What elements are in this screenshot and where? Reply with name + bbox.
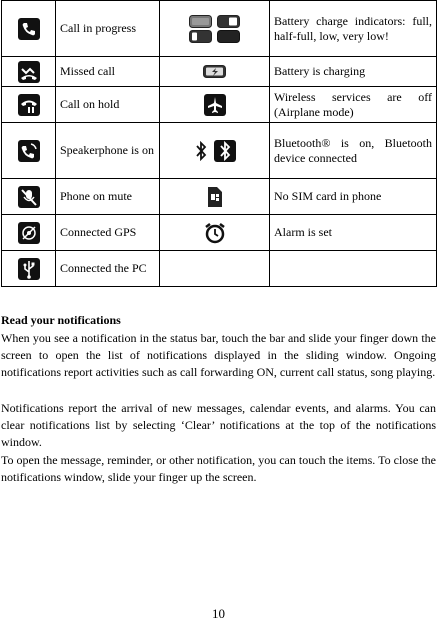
- alarm-clock-icon: [203, 224, 227, 238]
- missed-call-icon: [18, 61, 40, 83]
- battery-charge-indicators-icon: [160, 1, 270, 57]
- table-row: [2, 87, 437, 123]
- page-number: 10: [212, 606, 225, 621]
- status-icons-table: [1, 0, 437, 287]
- empty-icon-cell: [160, 251, 270, 287]
- empty-label-cell: [270, 251, 437, 287]
- connected-gps-icon: [18, 222, 40, 244]
- paragraph-2: Notifications report the arrival of new messages, calendar events, and alarms. You can clear notifications list by selecting ‘Clear’ notifications at the top of the notifications window.: [1, 401, 436, 449]
- airplane-mode-icon: [204, 94, 226, 116]
- bluetooth-icon: [194, 142, 236, 156]
- airplane-mode-label: Wireless services are off (Airplane mode): [270, 87, 437, 123]
- no-sim-label: No SIM card in phone: [270, 179, 437, 215]
- table-row: [2, 179, 437, 215]
- battery-charge-indicators-label: Battery charge indicators: full, half-full, low, very low!: [270, 1, 437, 57]
- table-row: [2, 1, 437, 57]
- usb-connected-label: Connected the PC: [56, 251, 160, 287]
- usb-connected-icon: [18, 258, 40, 280]
- battery-charging-label: Battery is charging: [270, 57, 437, 87]
- missed-call-label: Missed call: [56, 57, 160, 87]
- table-row: [2, 57, 437, 87]
- paragraph-3: To open the message, reminder, or other notification, you can touch the items. To close the notifications window, slide your finger up the screen.: [1, 453, 436, 484]
- call-in-progress-icon: [18, 18, 40, 40]
- section-heading: Read your notifications: [1, 313, 121, 327]
- table-row: [2, 123, 437, 179]
- alarm-clock-label: Alarm is set: [270, 215, 437, 251]
- no-sim-icon: [207, 188, 223, 202]
- phone-mute-label: Phone on mute: [56, 179, 160, 215]
- paragraph-1: When you see a notification in the status bar, touch the bar and slide your finger down the screen to open the list of notifications displayed in the sliding window. Ongoing notifications report activities such as call forwarding ON, current call status, song playing.: [1, 331, 436, 379]
- call-on-hold-icon: [18, 94, 40, 116]
- bluetooth-label: Bluetooth® is on, Bluetooth device connected: [270, 123, 437, 179]
- speakerphone-label: Speakerphone is on: [56, 123, 160, 179]
- table-row: [2, 215, 437, 251]
- table-row: [2, 251, 437, 287]
- connected-gps-label: Connected GPS: [56, 215, 160, 251]
- battery-charging-icon: [203, 65, 227, 78]
- speakerphone-icon: [18, 140, 40, 162]
- call-in-progress-label: Call in progress: [56, 1, 160, 57]
- call-on-hold-label: Call on hold: [56, 87, 160, 123]
- phone-mute-icon: [18, 186, 40, 208]
